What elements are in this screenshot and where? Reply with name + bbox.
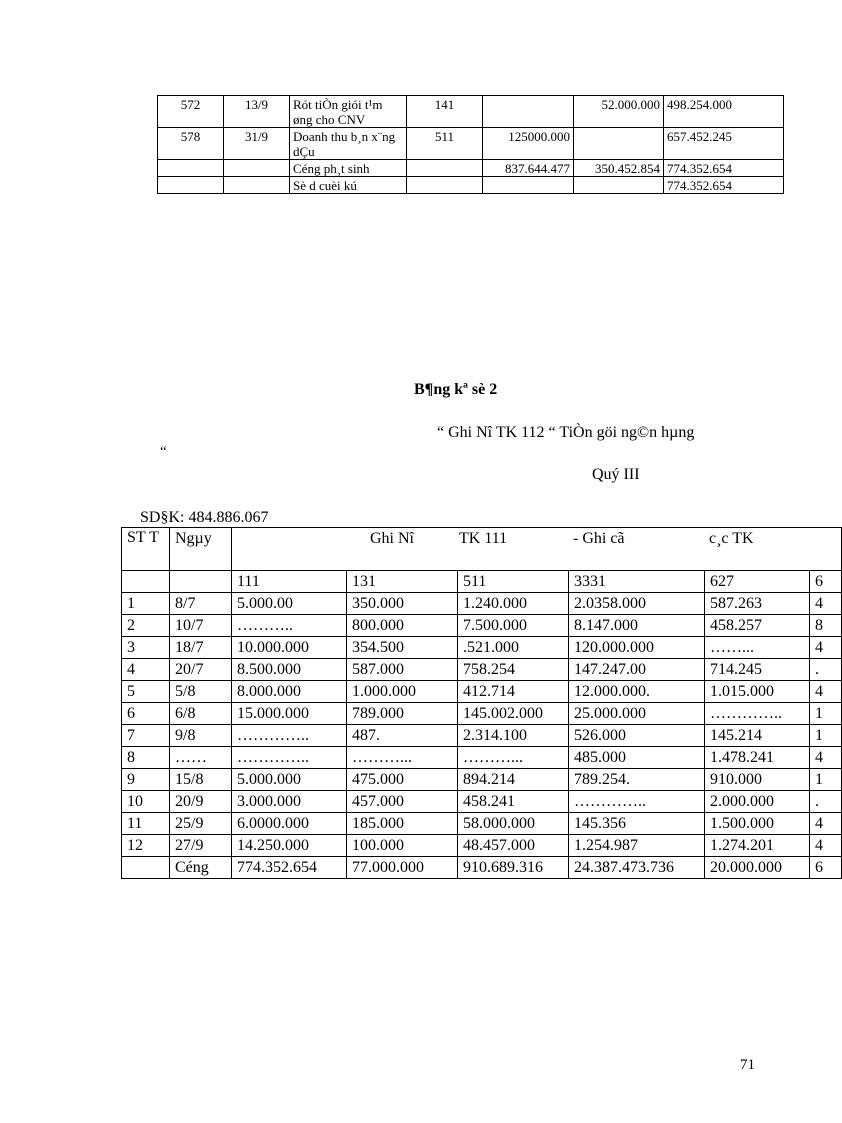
ledger-cell-debit [483, 177, 574, 194]
row-value: ……….. [232, 615, 347, 637]
row-value: . [810, 791, 842, 813]
ledger-cell-date: 31/9 [224, 128, 290, 160]
table-row [122, 659, 842, 681]
row-value: 487. [347, 725, 458, 747]
ledger-cell-debit: 837.644.477 [483, 160, 574, 177]
account-code: 3331 [569, 571, 705, 593]
row-value: 4 [810, 835, 842, 857]
row-value: 526.000 [569, 725, 705, 747]
opening-balance: SD§K: 484.886.067 [140, 509, 269, 526]
row-value: 910.000 [705, 769, 810, 791]
row-value: 10.000.000 [232, 637, 347, 659]
row-date: Céng [170, 857, 232, 879]
row-value: 1.500.000 [705, 813, 810, 835]
table-row [122, 791, 842, 813]
header-tk111: TK 111 [459, 530, 508, 547]
account-code: 131 [347, 571, 458, 593]
ledger-cell-credit [574, 177, 664, 194]
row-stt [122, 857, 170, 879]
row-value: 475.000 [347, 769, 458, 791]
header-stt: ST T [122, 528, 170, 571]
row-value: 145.356 [569, 813, 705, 835]
ledger-cell-account: 511 [407, 128, 483, 160]
row-stt: 6 [122, 703, 170, 725]
ledger-cell-account [407, 177, 483, 194]
row-value: 485.000 [569, 747, 705, 769]
row-date: 20/9 [170, 791, 232, 813]
row-value: 8 [810, 615, 842, 637]
ledger-cell-desc: Doanh thu b¸n x¨ng dÇu [290, 128, 407, 160]
row-value: ……... [705, 637, 810, 659]
ledger-cell-balance: 498.254.000 [664, 96, 784, 128]
row-value: 2.314.100 [458, 725, 569, 747]
table-row [122, 857, 842, 879]
table-row [122, 769, 842, 791]
ledger-cell-no: 572 [158, 96, 224, 128]
row-value: 587.263 [705, 593, 810, 615]
row-stt: 7 [122, 725, 170, 747]
row-value: 1.000.000 [347, 681, 458, 703]
row-date: …… [170, 747, 232, 769]
row-value: 4 [810, 813, 842, 835]
quarter-label: Quý III [592, 466, 640, 483]
row-value: 25.000.000 [569, 703, 705, 725]
row-value: 24.387.473.736 [569, 857, 705, 879]
row-date: 25/9 [170, 813, 232, 835]
row-value: 6.0000.000 [232, 813, 347, 835]
account-summary-table [121, 527, 842, 879]
row-stt: 12 [122, 835, 170, 857]
table-row [122, 615, 842, 637]
header-date: Ngµy [170, 528, 232, 571]
row-value: ………….. [705, 703, 810, 725]
header-ghi-co: - Ghi cã [573, 530, 625, 547]
header-ghi-no-label: Ghi Nî [370, 530, 414, 547]
ledger-cell-debit [483, 96, 574, 128]
row-value: 185.000 [347, 813, 458, 835]
ledger-cell-account [407, 160, 483, 177]
ledger-cell-debit: 125000.000 [483, 128, 574, 160]
row-value: 6 [810, 857, 842, 879]
account-code: 511 [458, 571, 569, 593]
row-value: 100.000 [347, 835, 458, 857]
row-value: 5.000.000 [232, 769, 347, 791]
row-value: 4 [810, 593, 842, 615]
ledger-table [157, 95, 784, 194]
row-value: 8.500.000 [232, 659, 347, 681]
row-value: 2.000.000 [705, 791, 810, 813]
row-value: 3.000.000 [232, 791, 347, 813]
row-date: 27/9 [170, 835, 232, 857]
table-row [122, 681, 842, 703]
row-value: 1 [810, 703, 842, 725]
row-stt: 4 [122, 659, 170, 681]
account-code: 111 [232, 571, 347, 593]
row-date: 6/8 [170, 703, 232, 725]
ledger-cell-account: 141 [407, 96, 483, 128]
page-number: 71 [740, 1057, 755, 1073]
ledger-cell-desc: Rót tiÒn giói t¹m øng cho CNV [290, 96, 407, 128]
row-date: 9/8 [170, 725, 232, 747]
row-value: 48.457.000 [458, 835, 569, 857]
row-stt: 10 [122, 791, 170, 813]
row-value: 15.000.000 [232, 703, 347, 725]
row-value: 789.000 [347, 703, 458, 725]
table-row [122, 725, 842, 747]
subtitle: “ Ghi Nî TK 112 “ TiÒn göi ng©n hµng [437, 424, 695, 441]
table-row [122, 593, 842, 615]
row-value: 58.000.000 [458, 813, 569, 835]
row-value: 789.254. [569, 769, 705, 791]
ledger-cell-no: 578 [158, 128, 224, 160]
row-value: 894.214 [458, 769, 569, 791]
row-value: 1.240.000 [458, 593, 569, 615]
table-row [122, 813, 842, 835]
ledger-row [158, 160, 784, 177]
row-stt: 2 [122, 615, 170, 637]
row-value: 910.689.316 [458, 857, 569, 879]
row-value: ………... [347, 747, 458, 769]
row-value: 457.000 [347, 791, 458, 813]
ledger-row [158, 128, 784, 160]
row-stt: 8 [122, 747, 170, 769]
row-value: 20.000.000 [705, 857, 810, 879]
row-stt: 9 [122, 769, 170, 791]
row-value: 1.274.201 [705, 835, 810, 857]
ledger-cell-credit: 350.452.854 [574, 160, 664, 177]
row-value: 5.000.00 [232, 593, 347, 615]
ledger-cell-balance: 774.352.654 [664, 177, 784, 194]
row-value: 8.000.000 [232, 681, 347, 703]
row-value: 458.257 [705, 615, 810, 637]
row-value: 1 [810, 769, 842, 791]
page-title: B¶ng kª sè 2 [414, 381, 498, 398]
row-value: 120.000.000 [569, 637, 705, 659]
row-value: 350.000 [347, 593, 458, 615]
header-ghi-no [232, 528, 842, 571]
row-value: 12.000.000. [569, 681, 705, 703]
row-stt: 5 [122, 681, 170, 703]
row-date: 10/7 [170, 615, 232, 637]
row-value: 4 [810, 637, 842, 659]
row-date: 8/7 [170, 593, 232, 615]
row-value: 7.500.000 [458, 615, 569, 637]
ledger-row [158, 96, 784, 128]
row-value: 354.500 [347, 637, 458, 659]
table-row [122, 703, 842, 725]
row-value: 412.714 [458, 681, 569, 703]
row-value: .521.000 [458, 637, 569, 659]
row-value: ………….. [569, 791, 705, 813]
ledger-cell-credit: 52.000.000 [574, 96, 664, 128]
account-code: 6 [810, 571, 842, 593]
account-code: 627 [705, 571, 810, 593]
row-value: 4 [810, 681, 842, 703]
row-value: 145.214 [705, 725, 810, 747]
row-date: 15/8 [170, 769, 232, 791]
row-value: 1.254.987 [569, 835, 705, 857]
ledger-cell-no [158, 160, 224, 177]
row-value: 4 [810, 747, 842, 769]
ledger-cell-no [158, 177, 224, 194]
table-row [122, 747, 842, 769]
row-date: 20/7 [170, 659, 232, 681]
ledger-cell-credit [574, 128, 664, 160]
row-value: 2.0358.000 [569, 593, 705, 615]
row-value: 1.478.241 [705, 747, 810, 769]
header-cac-tk: c¸c TK [709, 530, 754, 547]
row-value: 714.245 [705, 659, 810, 681]
row-value: 77.000.000 [347, 857, 458, 879]
ledger-cell-balance: 774.352.654 [664, 160, 784, 177]
row-date: 5/8 [170, 681, 232, 703]
row-value: ………….. [232, 747, 347, 769]
table-row [122, 637, 842, 659]
table-row [122, 835, 842, 857]
row-value: 458.241 [458, 791, 569, 813]
row-value: 774.352.654 [232, 857, 347, 879]
quote-mark: “ [160, 444, 167, 460]
row-value: 14.250.000 [232, 835, 347, 857]
row-value: 800.000 [347, 615, 458, 637]
table-header-row [122, 528, 842, 571]
row-value: ………….. [232, 725, 347, 747]
account-code-row [122, 571, 842, 593]
row-stt: 3 [122, 637, 170, 659]
row-stt: 11 [122, 813, 170, 835]
row-value: 8.147.000 [569, 615, 705, 637]
row-date: 18/7 [170, 637, 232, 659]
row-value: 1.015.000 [705, 681, 810, 703]
row-value: 145.002.000 [458, 703, 569, 725]
ledger-cell-date [224, 160, 290, 177]
row-value: . [810, 659, 842, 681]
row-value: 587.000 [347, 659, 458, 681]
ledger-cell-date: 13/9 [224, 96, 290, 128]
row-stt: 1 [122, 593, 170, 615]
ledger-cell-desc: Sè d cuèi kú [290, 177, 407, 194]
row-value: 147.247.00 [569, 659, 705, 681]
row-value: ………... [458, 747, 569, 769]
ledger-cell-date [224, 177, 290, 194]
ledger-cell-balance: 657.452.245 [664, 128, 784, 160]
row-value: 758.254 [458, 659, 569, 681]
ledger-cell-desc: Céng ph¸t sinh [290, 160, 407, 177]
ledger-row [158, 177, 784, 194]
row-value: 1 [810, 725, 842, 747]
